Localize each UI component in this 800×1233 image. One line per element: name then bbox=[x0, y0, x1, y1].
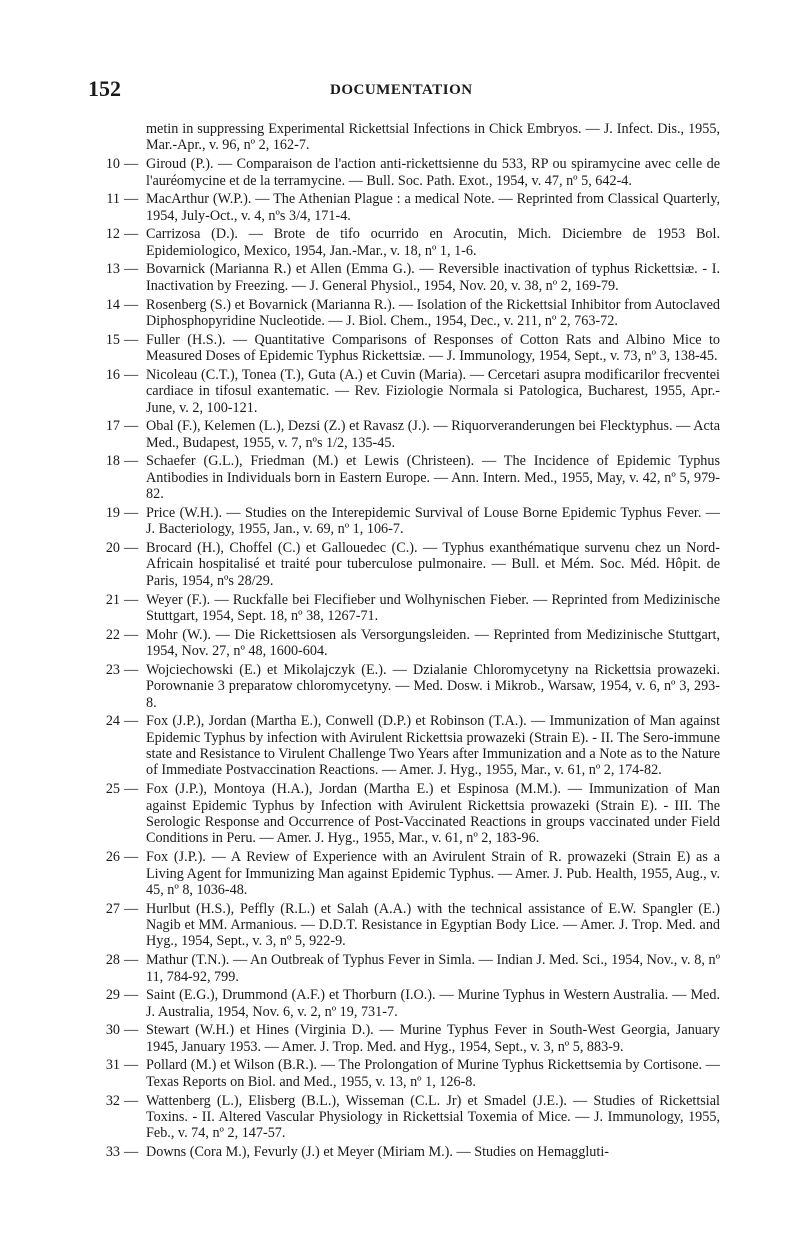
entry-number: 30 bbox=[105, 1022, 120, 1039]
bibliography-entry bbox=[98, 191, 720, 224]
entry-dash: — bbox=[124, 952, 139, 969]
entry-number: 11 bbox=[106, 191, 120, 208]
bibliography-entry bbox=[98, 592, 720, 625]
bibliography-entry bbox=[98, 1093, 720, 1142]
entry-dash: — bbox=[124, 296, 139, 313]
entry-dash: — bbox=[124, 1022, 139, 1039]
entry-text: MacArthur (W.P.). — The Athenian Plague : a medical Note. — Reprinted from Classical Quarterly, 1954, July-Oct., v. 4, nºs 3/4, 171-4. bbox=[146, 191, 720, 224]
entry-dash: — bbox=[124, 1144, 139, 1161]
bibliography-entry bbox=[98, 627, 720, 660]
page-header bbox=[88, 76, 738, 106]
entry-number: 12 bbox=[105, 226, 120, 243]
continuation-text bbox=[98, 121, 720, 154]
entry-number: 32 bbox=[105, 1092, 120, 1109]
entry-text: Nicoleau (C.T.), Tonea (T.), Guta (A.) et Cuvin (Maria). — Cercetari asupra modificarilor frecventei cardiace in tifosul exantematic. — Rev. Fiziologie Normala si Patologica, Bucharest, 1955, Apr.-June, v. 2, 100-121. bbox=[146, 366, 720, 416]
entry-number: 18 bbox=[105, 453, 120, 470]
entry-text: Wattenberg (L.), Elisberg (B.L.), Wisseman (C.L. Jr) et Smadel (J.E.). — Studies of Rickettsial Toxins. - II. Altered Vascular Physiology in Rickettsial Toxemia of Mice. — J. Immunology, 1955, Feb., v. 74, nº 2, 147-57. bbox=[146, 1092, 720, 1142]
bibliography-entry bbox=[98, 952, 720, 985]
entry-text: Wojciechowski (E.) et Mikolajczyk (E.). — Dzialanie Chloromycetyny na Rickettsia prowazeki. Porownanie 3 preparatow chloromycetyny. — Med. Dosw. i Mikrob., Warsaw, 1954, v. 6, nº 3, 293-8. bbox=[146, 661, 720, 711]
running-title: DOCUMENTATION bbox=[330, 82, 473, 98]
entry-text: Saint (E.G.), Drummond (A.F.) et Thorburn (I.O.). — Murine Typhus in Western Australia. — Med. J. Australia, 1954, Nov. 6, v. 2, nº 19, 731-7. bbox=[146, 987, 720, 1020]
entry-dash: — bbox=[124, 331, 139, 348]
bibliography-entry bbox=[98, 713, 720, 779]
entry-dash: — bbox=[124, 504, 139, 521]
entry-text: Weyer (F.). — Ruckfalle bei Flecifieber und Wolhynischen Fieber. — Reprinted from Medizinische Stuttgart, 1954, Sept. 18, nº 38, 1267-71. bbox=[146, 591, 720, 624]
bibliography-entry bbox=[98, 901, 720, 950]
bibliography-entry bbox=[98, 418, 720, 451]
bibliography-entry bbox=[98, 987, 720, 1020]
entry-number: 14 bbox=[105, 296, 120, 313]
bibliography-entry bbox=[98, 367, 720, 416]
entry-number: 33 bbox=[105, 1144, 120, 1161]
bibliography-entry bbox=[98, 662, 720, 711]
entry-dash: — bbox=[124, 1092, 139, 1109]
entry-dash: — bbox=[124, 191, 139, 208]
entry-number: 29 bbox=[105, 987, 120, 1004]
entry-text: Fox (J.P.), Jordan (Martha E.), Conwell (D.P.) et Robinson (T.A.). — Immunization of Man against Epidemic Typhus by infection with Avirulent Rickettsia prowazeki (Strain E). - II. The Sero-immune state and Resistance to Virulent Challenge Two Years after Immunization and a Note as to the Nature of Immediate Postvaccination Reactions. — Amer. J. Hyg., 1955, Mar., v. 61, nº 2, 174-82. bbox=[146, 713, 720, 779]
bibliography-entry bbox=[98, 849, 720, 898]
entry-dash: — bbox=[124, 987, 139, 1004]
entry-text: Fuller (H.S.). — Quantitative Comparisons of Responses of Cotton Rats and Albino Mice to Measured Doses of Epidemic Typhus Rickettsiæ. — J. Immunology, 1954, Sept., v. 73, nº 3, 138-45. bbox=[146, 331, 720, 365]
entry-text: Price (W.H.). — Studies on the Interepidemic Survival of Louse Borne Epidemic Typhus Fever. — J. Bacteriology, 1955, Jan., v. 69, nº 1, 106-7. bbox=[146, 504, 720, 538]
entry-dash: — bbox=[124, 781, 139, 798]
entry-number: 23 bbox=[105, 661, 120, 678]
entry-number: 26 bbox=[105, 849, 120, 866]
entry-number: 28 bbox=[105, 952, 120, 969]
entry-number: 16 bbox=[105, 366, 120, 383]
entry-text: Obal (F.), Kelemen (L.), Dezsi (Z.) et Ravasz (J.). — Riquorveranderungen bei Flecktyphus. — Acta Med., Budapest, 1955, v. 7, nºs 1/2, 135-45. bbox=[146, 418, 720, 451]
page-number: 152 bbox=[88, 76, 121, 101]
entry-dash: — bbox=[124, 661, 139, 678]
entry-text: Mathur (T.N.). — An Outbreak of Typhus Fever in Simla. — Indian J. Med. Sci., 1954, Nov., v. 8, nº 11, 784-92, 799. bbox=[146, 952, 720, 985]
entry-number: 20 bbox=[105, 540, 120, 557]
entry-dash: — bbox=[124, 261, 139, 278]
bibliography-entry bbox=[98, 297, 720, 330]
bibliography-list bbox=[98, 121, 720, 1163]
bibliography-entry bbox=[98, 226, 720, 259]
entry-text: Schaefer (G.L.), Friedman (M.) et Lewis (Christeen). — The Incidence of Epidemic Typhus Antibodies in Individuals born in Eastern Europe. — Ann. Intern. Med., 1955, May, v. 42, nº 5, 979-82. bbox=[146, 453, 720, 503]
entry-dash: — bbox=[124, 418, 139, 435]
bibliography-entry bbox=[98, 156, 720, 189]
entry-number: 13 bbox=[105, 261, 120, 278]
entry-text: Bovarnick (Marianna R.) et Allen (Emma G.). — Reversible inactivation of typhus Rickettsiæ. - I. Inactivation by Freezing. — J. General Physiol., 1954, Nov. 20, v. 38, nº 2, 169-79. bbox=[146, 261, 720, 294]
entry-text: Hurlbut (H.S.), Peffly (R.L.) et Salah (A.A.) with the technical assistance of E.W. Spangler (E.) Nagib et MM. Armanious. — D.D.T. Resistance in Egyptian Body Lice. — Amer. J. Trop. Med. and Hyg., 1954, Sept., v. 3, nº 5, 922-9. bbox=[146, 900, 720, 950]
entry-text: Rosenberg (S.) et Bovarnick (Marianna R.). — Isolation of the Rickettsial Inhibitor from Autoclaved Diphosphopyridine Nucleotide. — J. Biol. Chem., 1954, Dec., v. 211, nº 2, 763-72. bbox=[146, 296, 720, 329]
entry-dash: — bbox=[124, 540, 139, 557]
entry-text: Stewart (W.H.) et Hines (Virginia D.). — Murine Typhus Fever in South-West Georgia, January 1945, January 1953. — Amer. J. Trop. Med. and Hyg., 1954, Sept., v. 3, nº 5, 883-9. bbox=[146, 1022, 720, 1055]
entry-dash: — bbox=[124, 156, 139, 173]
continuation-body: metin in suppressing Experimental Rickettsial Infections in Chick Embryos. — J. Infect. Dis., 1955, Mar.-Apr., v. 96, nº 2, 162-7. bbox=[146, 121, 720, 154]
entry-dash: — bbox=[124, 226, 139, 243]
entry-text: Carrizosa (D.). — Brote de tifo ocurrido en Arocutin, Mich. Diciembre de 1953 Bol. Epidemiologico, Mexico, 1954, Jan.-Mar., v. 18, nº 1, 1-6. bbox=[146, 226, 720, 259]
bibliography-entry bbox=[98, 505, 720, 538]
entry-number: 27 bbox=[105, 900, 120, 917]
entry-dash: — bbox=[124, 591, 139, 608]
entry-dash: — bbox=[124, 900, 139, 917]
bibliography-entry bbox=[98, 1144, 720, 1160]
entry-number: 21 bbox=[105, 591, 120, 608]
entry-number: 15 bbox=[105, 331, 120, 348]
entry-text: Pollard (M.) et Wilson (B.R.). — The Prolongation of Murine Typhus Rickettsemia by Cortisone. — Texas Reports on Biol. and Med., 1955, v. 13, nº 1, 126-8. bbox=[146, 1057, 720, 1090]
entry-dash: — bbox=[124, 713, 139, 730]
entry-text: Giroud (P.). — Comparaison de l'action anti-rickettsienne du 533, RP ou spiramycine avec celle de l'auréomycine et de la terramycine. — Bull. Soc. Path. Exot., 1954, v. 47, nº 5, 642-4. bbox=[146, 156, 720, 189]
bibliography-entry bbox=[98, 453, 720, 502]
entry-number: 24 bbox=[105, 713, 120, 730]
entry-number: 19 bbox=[105, 504, 120, 521]
entry-number: 10 bbox=[105, 156, 120, 173]
bibliography-entry bbox=[98, 1057, 720, 1090]
bibliography-entry bbox=[98, 540, 720, 589]
entry-text: Downs (Cora M.), Fevurly (J.) et Meyer (Miriam M.). — Studies on Hemaggluti- bbox=[146, 1144, 609, 1161]
entry-number: 17 bbox=[105, 418, 120, 435]
entry-dash: — bbox=[124, 626, 139, 643]
entry-text: Mohr (W.). — Die Rickettsiosen als Versorgungsleiden. — Reprinted from Medizinische Stuttgart, 1954, Nov. 27, nº 48, 1600-604. bbox=[146, 626, 720, 660]
entry-number: 22 bbox=[105, 626, 120, 643]
entry-dash: — bbox=[124, 1057, 139, 1074]
entry-dash: — bbox=[124, 366, 139, 383]
entry-text: Fox (J.P.), Montoya (H.A.), Jordan (Martha E.) et Espinosa (M.M.). — Immunization of Man against Epidemic Typhus by Infection with Avirulent Rickettsia prowazeki (Strain E). - III. The Serologic Response and Occurrence of Post-Vaccinated Reactions in groups vaccinated under Field Conditions in Peru. — Amer. J. Hyg., 1955, Mar., v. 61, nº 2, 183-96. bbox=[146, 781, 720, 847]
bibliography-entry bbox=[98, 1022, 720, 1055]
entry-text: Brocard (H.), Choffel (C.) et Gallouedec (C.). — Typhus exanthématique survenu chez un Nord-Africain hospitalisé et traité pour tuberculose pulmonaire. — Bull. et Mém. Soc. Méd. Hôpit. de Paris, 1954, nºs 28/29. bbox=[146, 540, 720, 589]
entry-text: Fox (J.P.). — A Review of Experience with an Avirulent Strain of R. prowazeki (Strain E) as a Living Agent for Immunizing Man against Epidemic Typhus. — Amer. J. Pub. Health, 1955, Aug., v. 45, nº 8, 1036-48. bbox=[146, 849, 720, 898]
bibliography-entry bbox=[98, 261, 720, 294]
bibliography-entry bbox=[98, 781, 720, 847]
entry-dash: — bbox=[124, 849, 139, 866]
entry-dash: — bbox=[124, 453, 139, 470]
entry-number: 31 bbox=[105, 1057, 120, 1074]
bibliography-entry bbox=[98, 332, 720, 365]
entry-number: 25 bbox=[105, 781, 120, 798]
